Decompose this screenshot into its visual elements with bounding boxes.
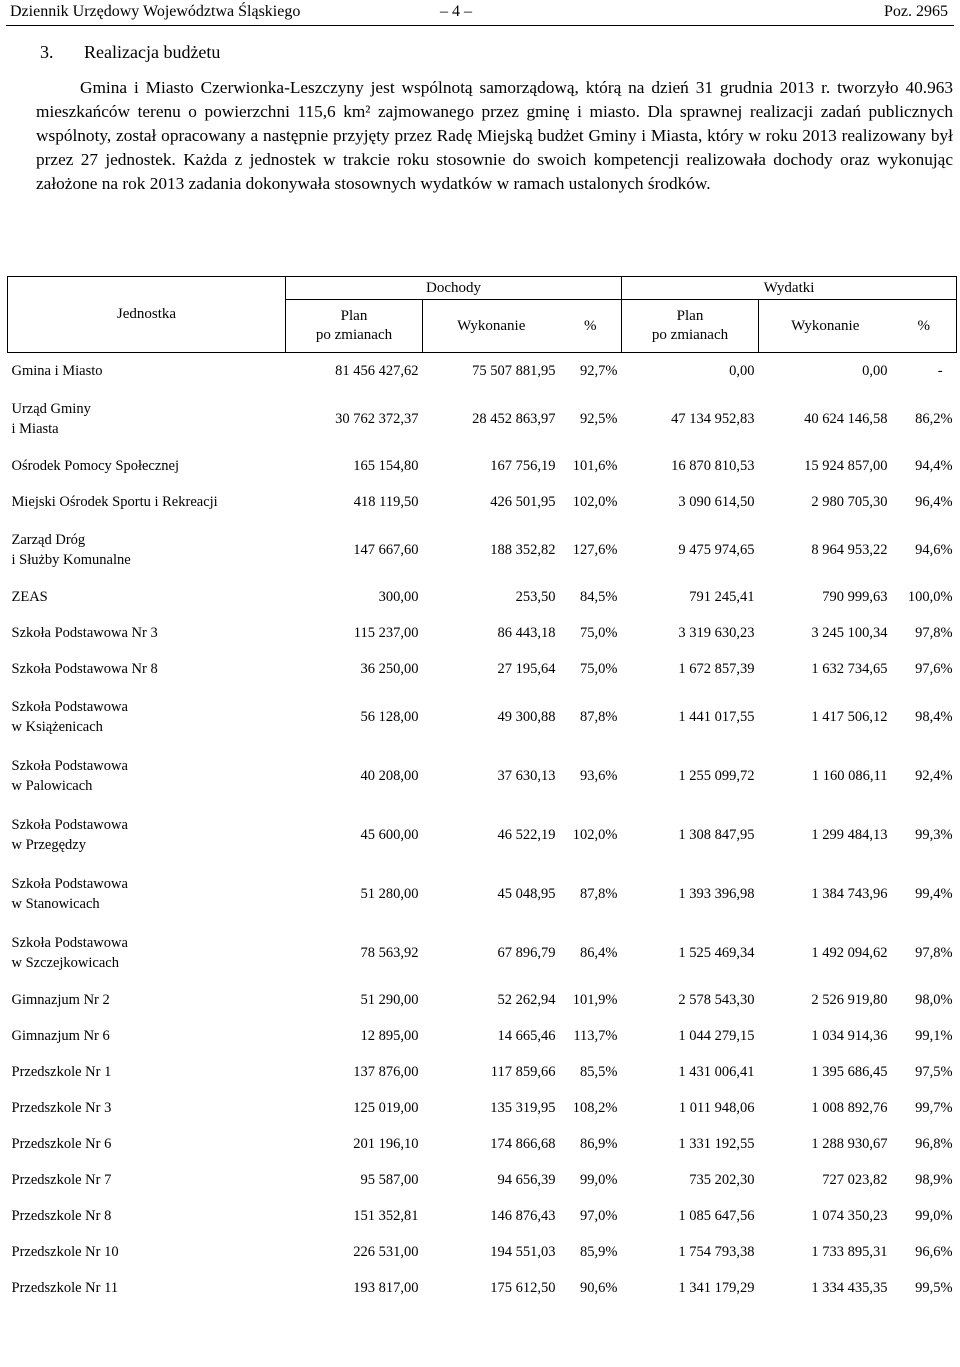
cell-income-pct: 108,2% — [572, 1099, 618, 1116]
unit-name-line: Urząd Gminy — [11, 400, 91, 417]
cell-expense-plan: 3 090 614,50 — [678, 493, 755, 510]
cell-expense-exec: 1 299 484,13 — [811, 826, 888, 843]
table-row — [8, 1090, 957, 1126]
cell-income-pct: 113,7% — [573, 1027, 618, 1044]
table-row — [8, 1198, 957, 1234]
cell-expense-plan: 1 341 179,29 — [678, 1279, 755, 1296]
cell-expense-plan: 1 672 857,39 — [678, 660, 755, 677]
unit-name-line: ZEAS — [11, 588, 48, 605]
cell-expense-exec: 1 034 914,36 — [811, 1027, 888, 1044]
plan-label-2: po zmianach — [651, 327, 729, 343]
cell-expense-plan: 0,00 — [729, 362, 755, 379]
cell-unit-name — [8, 1198, 286, 1234]
cell-income-plan: 95 587,00 — [360, 1171, 419, 1188]
cell-expense-exec: 0,00 — [862, 362, 888, 379]
cell-income-plan: 226 531,00 — [353, 1243, 419, 1260]
col-header-income-plan — [286, 300, 423, 353]
cell-income-plan: 30 762 372,37 — [335, 410, 419, 427]
table-row — [8, 982, 957, 1018]
cell-income-plan: 51 290,00 — [360, 991, 419, 1008]
table-row — [8, 579, 957, 615]
cell-expense-exec: 1 632 734,65 — [811, 660, 888, 677]
cell-expense-pct: 97,8% — [915, 944, 953, 961]
cell-income-pct: 85,9% — [580, 1243, 618, 1260]
cell-income-exec: 46 522,19 — [497, 826, 556, 843]
header-rule — [6, 25, 954, 26]
cell-income-exec: 75 507 881,95 — [472, 362, 556, 379]
cell-expense-pct: 97,8% — [915, 624, 953, 641]
cell-expense-exec: 1 733 895,31 — [811, 1243, 888, 1260]
cell-expense-plan: 1 393 396,98 — [678, 885, 755, 902]
cell-income-pct: 84,5% — [580, 588, 618, 605]
cell-expense-pct: 98,0% — [915, 991, 953, 1008]
section-heading — [40, 42, 220, 63]
cell-expense-plan: 1 431 006,41 — [678, 1063, 755, 1080]
table-row — [8, 864, 957, 923]
cell-income-plan: 201 196,10 — [353, 1135, 419, 1152]
table-row — [8, 353, 957, 390]
cell-income-plan: 78 563,92 — [360, 944, 419, 961]
cell-expense-pct: 99,0% — [915, 1207, 953, 1224]
cell-expense-exec: 1 160 086,11 — [811, 767, 888, 784]
unit-name-line: Miejski Ośrodek Sportu i Rekreacji — [11, 493, 218, 510]
cell-income-exec: 14 665,46 — [497, 1027, 556, 1044]
cell-income-exec: 52 262,94 — [497, 991, 556, 1008]
cell-expense-pct: 97,5% — [915, 1063, 953, 1080]
unit-name-line: Zarząd Dróg — [11, 531, 86, 548]
unit-name-line: Przedszkole Nr 7 — [11, 1171, 112, 1188]
cell-expense-exec: 2 526 919,80 — [811, 991, 888, 1008]
cell-expense-plan: 1 044 279,15 — [678, 1027, 755, 1044]
unit-name-line: Przedszkole Nr 10 — [11, 1243, 119, 1260]
unit-name-line-2: i Służby Komunalne — [11, 551, 131, 568]
cell-income-plan: 56 128,00 — [360, 708, 419, 725]
cell-income-pct: 101,6% — [572, 457, 618, 474]
cell-expense-exec: 1 334 435,35 — [811, 1279, 888, 1296]
cell-expense-plan: 1 525 469,34 — [678, 944, 755, 961]
col-header-unit: Jednostka — [8, 277, 286, 353]
cell-income-exec: 135 319,95 — [490, 1099, 556, 1116]
table-row — [8, 1234, 957, 1270]
page-number: – 4 – — [440, 3, 472, 20]
table-row — [8, 1162, 957, 1198]
cell-expense-plan: 1 754 793,38 — [678, 1243, 755, 1260]
table-row — [8, 389, 957, 448]
cell-income-plan: 193 817,00 — [353, 1279, 419, 1296]
cell-income-pct: 101,9% — [572, 991, 618, 1008]
unit-name-line: Przedszkole Nr 6 — [11, 1135, 112, 1152]
plan-label: Plan — [676, 308, 704, 324]
col-header-expense-pct: % — [892, 300, 957, 353]
table-row — [8, 615, 957, 651]
cell-expense-exec: 1 008 892,76 — [811, 1099, 888, 1116]
cell-unit-name — [8, 448, 286, 484]
cell-income-plan: 418 119,50 — [353, 493, 419, 510]
cell-income-pct: 75,0% — [580, 660, 618, 677]
group-header-expense: Wydatki — [622, 277, 957, 300]
cell-income-exec: 37 630,13 — [497, 767, 556, 784]
cell-expense-pct: 97,6% — [915, 660, 953, 677]
cell-expense-exec: 1 492 094,62 — [811, 944, 888, 961]
intro-text: Gmina i Miasto Czerwionka-Leszczyny jest wspólnotą samorządową, którą na dzień 31 grudnia 2013 r. tworzyło 40.963 mieszkańców terenu o powierzchni 115,6 km² zajmowanego przez gminę i miasto. Dla sprawnej realizacji zadań publicznych wspólnoty, został opracowany a następnie przyjęty przez Radę Miejską budżet Gminy i Miasta, który w roku 2013 realizowany był przez 27 jednostek. Każda z jednostek w trakcie roku stosownie do swoich kompetencji realizowała dochody oraz wykonując założone na rok 2013 zadania dokonywała stosownych wydatków w ramach ustalonych środków. — [36, 78, 953, 193]
table-row — [8, 923, 957, 982]
table-row — [8, 1126, 957, 1162]
table-row — [8, 687, 957, 746]
cell-unit-name — [8, 1126, 286, 1162]
cell-expense-plan: 1 308 847,95 — [678, 826, 755, 843]
unit-name-line-2: w Książenicach — [11, 718, 103, 735]
unit-name-line: Szkoła Podstawowa — [11, 757, 128, 774]
cell-expense-exec: 40 624 146,58 — [804, 410, 888, 427]
cell-income-exec: 174 866,68 — [490, 1135, 556, 1152]
cell-unit-name — [8, 353, 286, 390]
cell-income-pct: 86,9% — [580, 1135, 618, 1152]
plan-label-2: po zmianach — [315, 327, 393, 343]
cell-income-plan: 51 280,00 — [360, 885, 419, 902]
cell-unit-name — [8, 982, 286, 1018]
cell-income-pct: 90,6% — [580, 1279, 618, 1296]
cell-unit-name — [8, 1018, 286, 1054]
unit-name-line: Szkoła Podstawowa — [11, 934, 128, 951]
unit-name-line: Szkoła Podstawowa — [11, 698, 128, 715]
cell-income-pct: 87,8% — [580, 885, 618, 902]
unit-name-line: Przedszkole Nr 3 — [11, 1099, 112, 1116]
cell-income-exec: 194 551,03 — [490, 1243, 556, 1260]
cell-expense-plan: 47 134 952,83 — [671, 410, 755, 427]
cell-unit-name — [8, 805, 286, 864]
cell-expense-pct: 99,7% — [915, 1099, 953, 1116]
cell-expense-plan: 1 331 192,55 — [678, 1135, 755, 1152]
section-number: 3. — [40, 42, 54, 62]
cell-income-plan: 137 876,00 — [353, 1063, 419, 1080]
cell-income-pct: 75,0% — [580, 624, 618, 641]
cell-expense-plan: 1 441 017,55 — [678, 708, 755, 725]
cell-income-exec: 45 048,95 — [497, 885, 556, 902]
cell-expense-pct: 96,8% — [915, 1135, 953, 1152]
position-number: Poz. 2965 — [884, 3, 948, 20]
page-header — [0, 0, 960, 30]
cell-income-exec: 253,50 — [515, 588, 556, 605]
cell-expense-pct: 96,4% — [915, 493, 953, 510]
cell-expense-pct: 98,9% — [915, 1171, 953, 1188]
cell-expense-exec: 3 245 100,34 — [811, 624, 888, 641]
cell-expense-pct: 100,0% — [907, 588, 953, 605]
cell-unit-name — [8, 746, 286, 805]
cell-expense-pct: 99,4% — [915, 885, 953, 902]
col-header-income-exec: Wykonanie — [423, 300, 560, 353]
cell-expense-plan: 1 085 647,56 — [678, 1207, 755, 1224]
cell-expense-plan: 2 578 543,30 — [678, 991, 755, 1008]
table-row — [8, 651, 957, 687]
cell-income-plan: 36 250,00 — [360, 660, 419, 677]
cell-income-pct: 99,0% — [580, 1171, 618, 1188]
cell-expense-pct: 94,4% — [915, 457, 953, 474]
cell-income-pct: 93,6% — [580, 767, 618, 784]
cell-income-exec: 146 876,43 — [490, 1207, 556, 1224]
cell-income-pct: 85,5% — [580, 1063, 618, 1080]
cell-unit-name — [8, 1054, 286, 1090]
cell-income-exec: 67 896,79 — [497, 944, 556, 961]
cell-income-pct: 87,8% — [580, 708, 618, 725]
cell-income-plan: 165 154,80 — [353, 457, 419, 474]
cell-income-pct: 102,0% — [572, 493, 618, 510]
cell-expense-pct: 99,3% — [915, 826, 953, 843]
cell-expense-exec: 727 023,82 — [822, 1171, 888, 1188]
cell-unit-name — [8, 1162, 286, 1198]
cell-expense-exec: 8 964 953,22 — [811, 541, 888, 558]
cell-income-pct: 92,5% — [580, 410, 618, 427]
cell-unit-name — [8, 923, 286, 982]
cell-income-pct: 102,0% — [572, 826, 618, 843]
cell-expense-exec: 1 395 686,45 — [811, 1063, 888, 1080]
cell-expense-pct: 98,4% — [915, 708, 953, 725]
table-row — [8, 484, 957, 520]
unit-name-line-2: w Szczejkowicach — [11, 954, 119, 971]
unit-name-line-2: i Miasta — [11, 420, 59, 437]
cell-expense-plan: 735 202,30 — [689, 1171, 755, 1188]
cell-expense-plan: 3 319 630,23 — [678, 624, 755, 641]
table-row — [8, 520, 957, 579]
cell-income-exec: 188 352,82 — [490, 541, 556, 558]
cell-income-exec: 175 612,50 — [490, 1279, 556, 1296]
cell-income-exec: 27 195,64 — [497, 660, 556, 677]
cell-income-pct: 92,7% — [580, 362, 618, 379]
cell-expense-exec: 2 980 705,30 — [811, 493, 888, 510]
cell-income-plan: 151 352,81 — [353, 1207, 419, 1224]
cell-expense-plan: 1 255 099,72 — [678, 767, 755, 784]
cell-expense-pct: 92,4% — [915, 767, 953, 784]
cell-unit-name — [8, 687, 286, 746]
cell-expense-pct: 86,2% — [915, 410, 953, 427]
unit-name-line: Gmina i Miasto — [11, 362, 103, 379]
cell-expense-exec: 1 417 506,12 — [811, 708, 888, 725]
cell-income-plan: 147 667,60 — [353, 541, 419, 558]
cell-expense-pct: 96,6% — [915, 1243, 953, 1260]
cell-expense-plan: 9 475 974,65 — [678, 541, 755, 558]
cell-expense-plan: 791 245,41 — [689, 588, 755, 605]
cell-unit-name — [8, 484, 286, 520]
unit-name-line: Szkoła Podstawowa — [11, 875, 128, 892]
section-title: Realizacja budżetu — [84, 42, 221, 62]
col-header-income-pct: % — [560, 300, 622, 353]
cell-expense-exec: 1 288 930,67 — [811, 1135, 888, 1152]
cell-unit-name — [8, 1090, 286, 1126]
cell-unit-name — [8, 615, 286, 651]
cell-income-exec: 426 501,95 — [490, 493, 556, 510]
unit-name-line: Szkoła Podstawowa Nr 3 — [11, 624, 158, 641]
cell-income-pct: 86,4% — [580, 944, 618, 961]
col-header-expense-plan — [622, 300, 759, 353]
group-header-income: Dochody — [286, 277, 622, 300]
cell-income-plan: 40 208,00 — [360, 767, 419, 784]
table-row — [8, 1270, 957, 1306]
table-row — [8, 448, 957, 484]
cell-unit-name — [8, 864, 286, 923]
publication-name: Dziennik Urzędowy Województwa Śląskiego — [10, 3, 301, 20]
cell-unit-name — [8, 1270, 286, 1306]
unit-name-line: Ośrodek Pomocy Społecznej — [11, 457, 180, 474]
cell-income-plan: 125 019,00 — [353, 1099, 419, 1116]
cell-expense-pct: - — [937, 362, 943, 379]
cell-income-plan: 300,00 — [378, 588, 419, 605]
cell-income-exec: 86 443,18 — [497, 624, 556, 641]
cell-unit-name — [8, 1234, 286, 1270]
unit-name-line-2: w Stanowicach — [11, 895, 100, 912]
unit-name-line-2: w Palowicach — [11, 777, 93, 794]
unit-name-line-2: w Przegędzy — [11, 836, 86, 853]
intro-paragraph — [36, 76, 953, 196]
cell-unit-name — [8, 651, 286, 687]
unit-name-line: Przedszkole Nr 11 — [11, 1279, 119, 1296]
cell-expense-exec: 15 924 857,00 — [804, 457, 888, 474]
cell-income-exec: 167 756,19 — [490, 457, 556, 474]
cell-expense-exec: 790 999,63 — [822, 588, 888, 605]
cell-expense-pct: 99,1% — [915, 1027, 953, 1044]
cell-expense-plan: 1 011 948,06 — [678, 1099, 755, 1116]
cell-expense-pct: 94,6% — [915, 541, 953, 558]
plan-label: Plan — [340, 308, 368, 324]
budget-table — [7, 276, 957, 1306]
cell-income-plan: 12 895,00 — [360, 1027, 419, 1044]
unit-name-line: Przedszkole Nr 8 — [11, 1207, 112, 1224]
cell-expense-pct: 99,5% — [915, 1279, 953, 1296]
table-row — [8, 1054, 957, 1090]
cell-unit-name — [8, 579, 286, 615]
cell-income-exec: 117 859,66 — [490, 1063, 556, 1080]
unit-name-line: Szkoła Podstawowa — [11, 816, 128, 833]
cell-expense-exec: 1 074 350,23 — [811, 1207, 888, 1224]
table-row — [8, 746, 957, 805]
cell-income-plan: 81 456 427,62 — [335, 362, 419, 379]
cell-income-plan: 115 237,00 — [353, 624, 419, 641]
cell-income-pct: 127,6% — [572, 541, 618, 558]
cell-income-exec: 28 452 863,97 — [472, 410, 556, 427]
cell-expense-plan: 16 870 810,53 — [671, 457, 755, 474]
cell-income-plan: 45 600,00 — [360, 826, 419, 843]
unit-name-line: Gimnazjum Nr 6 — [11, 1027, 110, 1044]
table-row — [8, 1018, 957, 1054]
cell-unit-name — [8, 520, 286, 579]
unit-name-line: Szkoła Podstawowa Nr 8 — [11, 660, 158, 677]
cell-income-exec: 49 300,88 — [497, 708, 556, 725]
col-header-expense-exec: Wykonanie — [759, 300, 892, 353]
unit-name-line: Gimnazjum Nr 2 — [11, 991, 110, 1008]
cell-income-pct: 97,0% — [580, 1207, 618, 1224]
unit-name-line: Przedszkole Nr 1 — [11, 1063, 112, 1080]
table-row — [8, 805, 957, 864]
cell-income-exec: 94 656,39 — [497, 1171, 556, 1188]
cell-unit-name — [8, 389, 286, 448]
cell-expense-exec: 1 384 743,96 — [811, 885, 888, 902]
